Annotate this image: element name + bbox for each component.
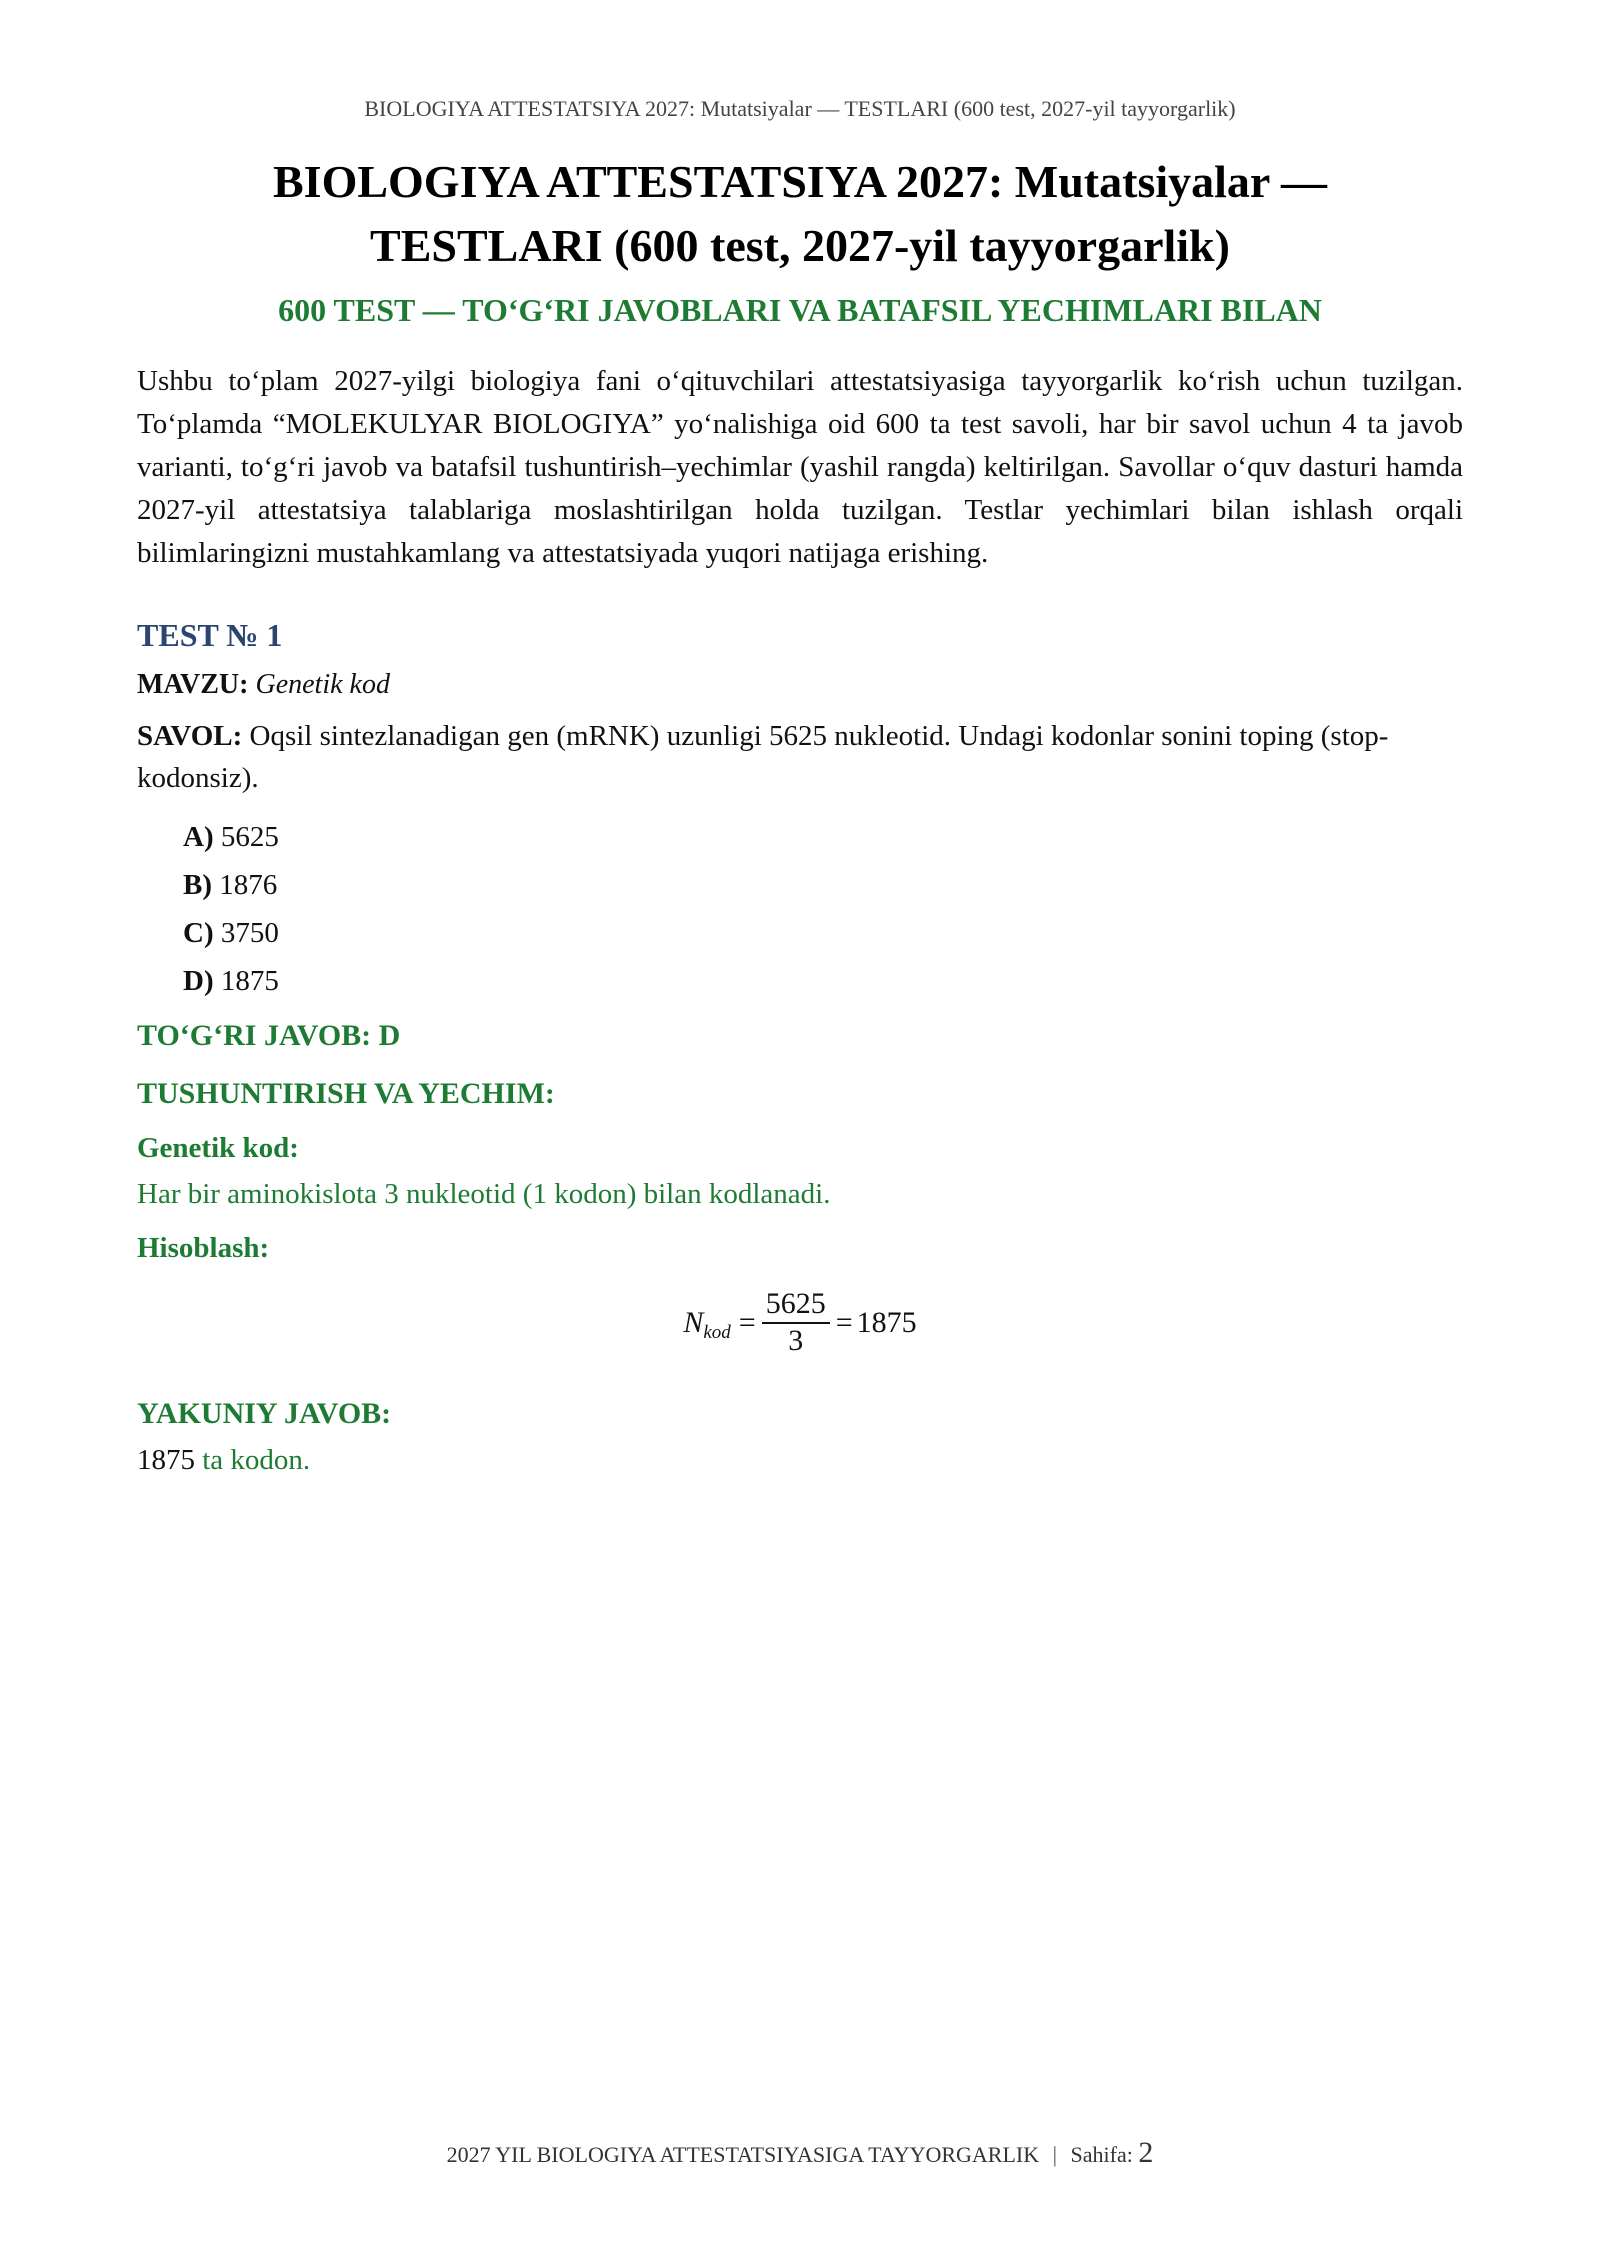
formula-equals: = — [738, 1305, 756, 1339]
page-content — [137, 150, 1463, 1481]
document-subtitle: 600 TEST — TO‘G‘RI JAVOBLARI VA BATAFSIL YECHIMLARI BILAN — [278, 292, 1322, 328]
test-heading: TEST № 1 — [137, 617, 283, 653]
final-answer-heading: YAKUNIY JAVOB: — [137, 1397, 392, 1430]
option-a — [183, 813, 1463, 861]
test-question — [137, 715, 1463, 799]
formula-result: 1875 — [856, 1305, 917, 1339]
option-letter: C) — [183, 917, 214, 949]
intro-paragraph: Ushbu to‘plam 2027-yilgi biologiya fani o‘qituvchilari attestatsiyasiga tayyorgarlik ko‘rish uchun tuzilgan. To‘plamda “MOLEKULYAR BIOLOGIYA” yo‘nalishiga oid 600 ta test savoli, har bir savol uchun 4 ta javob varianti, to‘g‘ri javob va batafsil tushuntirish–yechimlar (yashil rangda) keltirilgan. Savollar o‘quv dasturi hamda 2027-yil attestatsiya talablariga moslashtirilgan holda tuzilgan. Testlar yechimlari bilan ishlash orqali bilimlaringizni mustahkamlang va attestatsiyada yuqori natijaga erishing. — [137, 365, 1463, 569]
page-number: 2 — [1138, 2136, 1154, 2169]
topic-label: MAVZU: — [137, 669, 249, 700]
genetic-code-text: Har bir aminokislota 3 nukleotid (1 kodon) bilan kodlanadi. — [137, 1178, 831, 1210]
running-header: BIOLOGIYA ATTESTATSIYA 2027: Mutatsiyalar — TESTLARI (600 test, 2027-yil tayyorgarlik) — [364, 96, 1236, 121]
option-value: 3750 — [220, 917, 279, 949]
answer-options — [137, 813, 1463, 1005]
option-d — [183, 957, 1463, 1005]
formula-equals: = — [835, 1305, 853, 1339]
option-letter: D) — [183, 965, 214, 997]
final-answer-text: ta kodon. — [202, 1444, 311, 1476]
option-b — [183, 861, 1463, 909]
document-title — [137, 150, 1463, 278]
option-value: 5625 — [220, 821, 279, 853]
title-line-1: BIOLOGIYA ATTESTATSIYA 2027: Mutatsiyalar — — [272, 156, 1327, 207]
correct-answer: TO‘G‘RI JAVOB: D — [137, 1019, 401, 1052]
formula-fraction — [762, 1287, 830, 1358]
topic-value: Genetik kod — [255, 669, 390, 700]
footer-text: 2027 YIL BIOLOGIYA ATTESTATSIYASIGA TAYYORGARLIK — [446, 2142, 1040, 2167]
genetic-code-heading: Genetik kod: — [137, 1132, 299, 1164]
option-letter: B) — [183, 869, 212, 901]
question-label: SAVOL: — [137, 720, 243, 752]
option-value: 1875 — [220, 965, 279, 997]
codon-formula — [683, 1287, 916, 1358]
option-letter: A) — [183, 821, 214, 853]
fraction-numerator: 5625 — [762, 1287, 830, 1324]
page-footer — [0, 2136, 1600, 2170]
question-text: Oqsil sintezlanadigan gen (mRNK) uzunligi 5625 nukleotid. Undagi kodonlar sonini toping (stop-kodonsiz). — [137, 720, 1389, 794]
final-answer — [137, 1439, 1463, 1481]
test-topic — [137, 665, 1463, 705]
title-line-2: TESTLARI (600 test, 2027-yil tayyorgarlik) — [370, 220, 1230, 271]
formula-block — [137, 1287, 1463, 1367]
fraction-denominator: 3 — [788, 1324, 804, 1357]
explanation-heading: TUSHUNTIRISH VA YECHIM: — [137, 1077, 555, 1110]
option-value: 1876 — [219, 869, 278, 901]
page-label: Sahifa: — [1070, 2142, 1133, 2167]
calculation-heading: Hisoblash: — [137, 1232, 270, 1264]
footer-separator: | — [1052, 2142, 1058, 2167]
formula-subscript: kod — [703, 1321, 731, 1343]
formula-variable: N — [683, 1305, 704, 1339]
final-answer-number: 1875 — [137, 1444, 195, 1476]
option-c — [183, 909, 1463, 957]
